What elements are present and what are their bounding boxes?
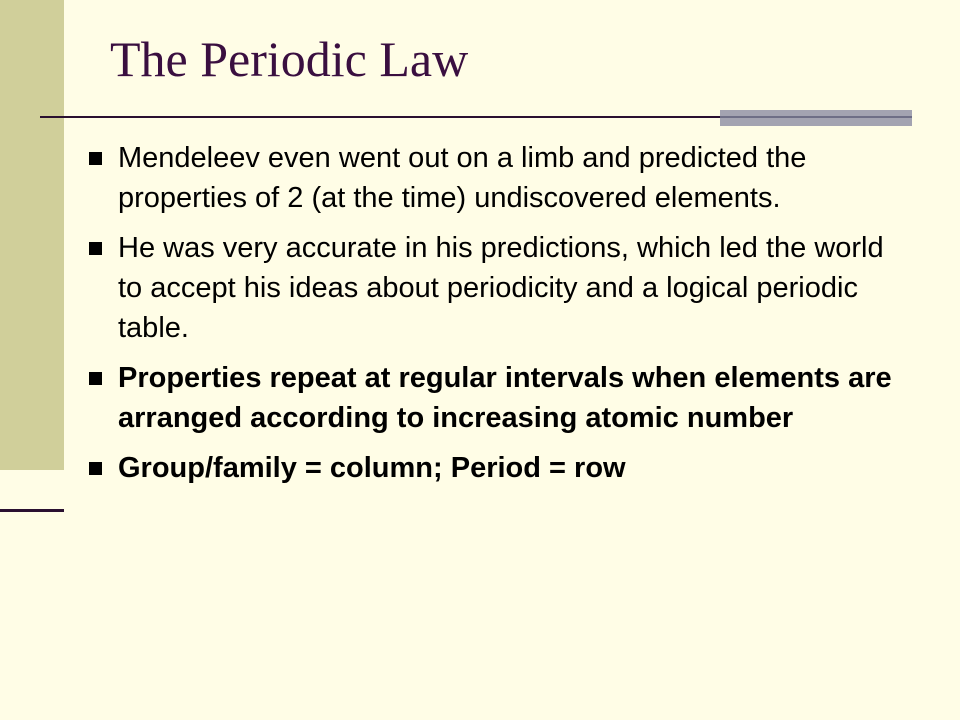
left-decorative-band bbox=[0, 0, 64, 470]
square-bullet-icon bbox=[89, 462, 102, 475]
title-divider-accent bbox=[720, 110, 912, 126]
title-divider-accent-line bbox=[720, 116, 912, 118]
square-bullet-icon bbox=[89, 372, 102, 385]
bullet-text: He was very accurate in his predictions, which led the world to accept his ideas about periodicity and a logical periodic table. bbox=[118, 232, 884, 344]
square-bullet-icon bbox=[89, 152, 102, 165]
left-decorative-dash bbox=[0, 509, 64, 512]
title-divider-line bbox=[40, 116, 720, 118]
bullet-item-properties-repeat bbox=[88, 358, 908, 438]
square-bullet-icon bbox=[89, 242, 102, 255]
bullet-item-group-period bbox=[88, 448, 908, 488]
slide-title: The Periodic Law bbox=[110, 31, 469, 87]
bullet-item-predictions bbox=[88, 138, 908, 218]
bullet-list bbox=[88, 138, 908, 498]
bullet-text: Group/family = column; Period = row bbox=[118, 452, 626, 484]
bullet-text: Properties repeat at regular intervals when elements are arranged according to increasing atomic number bbox=[118, 362, 892, 434]
bullet-text: Mendeleev even went out on a limb and predicted the properties of 2 (at the time) undiscovered elements. bbox=[118, 142, 807, 214]
bullet-item-accuracy bbox=[88, 228, 908, 348]
